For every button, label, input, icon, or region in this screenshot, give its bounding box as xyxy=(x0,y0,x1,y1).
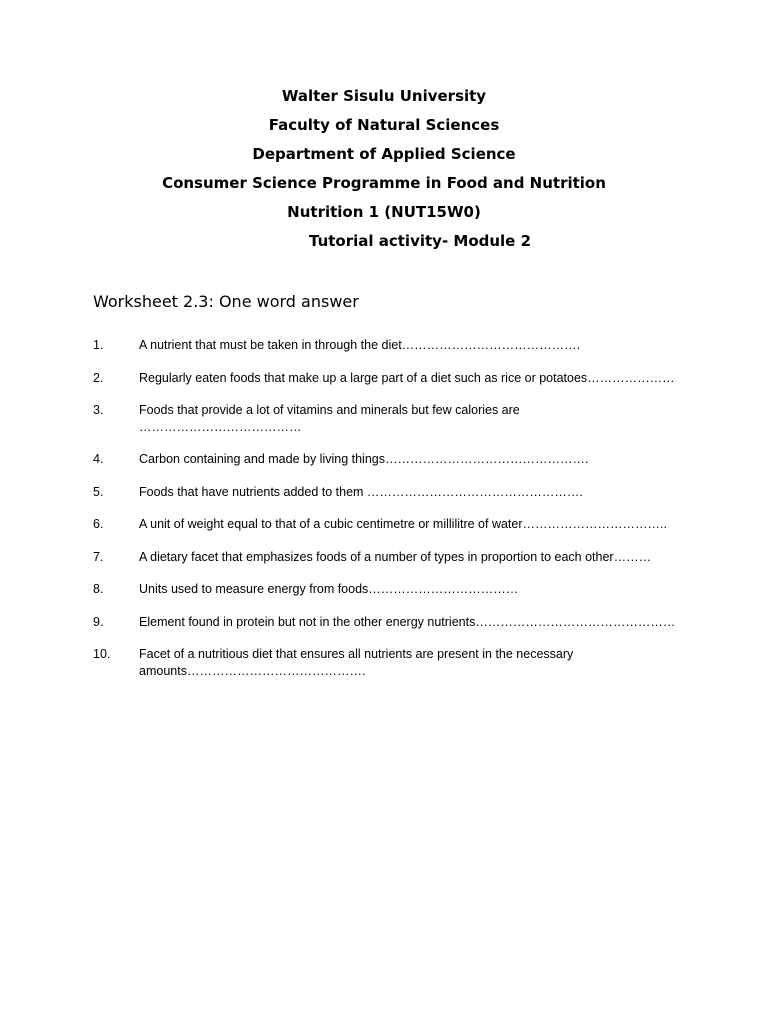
question-text: Regularly eaten foods that make up a large part of a diet such as rice or potatoes………………… xyxy=(139,370,675,385)
question-text: A nutrient that must be taken in through the diet……………………………………. xyxy=(139,338,581,352)
question-text: Foods that provide a lot of vitamins and minerals but few calories are ………………………………… xyxy=(139,403,520,434)
question-number: 7. xyxy=(93,549,104,564)
question-number: 2. xyxy=(93,370,104,385)
question-number: 10. xyxy=(93,647,111,661)
question-item xyxy=(93,370,683,387)
question-number: 8. xyxy=(93,582,104,596)
faculty-name: Faculty of Natural Sciences xyxy=(268,116,500,134)
course-name: Nutrition 1 (NUT15W0) xyxy=(287,203,481,221)
activity-title: Tutorial activity- Module 2 xyxy=(308,232,532,250)
question-item xyxy=(93,451,683,468)
question-item xyxy=(93,402,683,435)
question-item xyxy=(93,337,683,354)
question-text: A unit of weight equal to that of a cubic centimetre or millilitre of water…………………………….. xyxy=(139,517,667,531)
department-name: Department of Applied Science xyxy=(252,145,516,163)
question-number: 3. xyxy=(93,403,104,417)
question-text: Units used to measure energy from foods……………………………… xyxy=(139,582,519,596)
question-text: A dietary facet that emphasizes foods of a number of types in proportion to each other……… xyxy=(139,549,652,564)
question-text: Facet of a nutritious diet that ensures all nutrients are present in the necessary amounts……………………………………. xyxy=(139,647,574,678)
university-name: Walter Sisulu University xyxy=(281,87,487,105)
question-text: Foods that have nutrients added to them ……………………………………………. xyxy=(139,484,583,499)
question-number: 4. xyxy=(93,452,104,466)
question-text: Element found in protein but not in the other energy nutrients………………………………………… xyxy=(139,614,676,629)
question-item xyxy=(93,581,683,598)
question-text: Carbon containing and made by living things…………………………………………. xyxy=(139,452,589,466)
question-number: 5. xyxy=(93,484,104,499)
question-number: 1. xyxy=(93,338,104,352)
question-number: 6. xyxy=(93,517,104,531)
question-item xyxy=(93,646,683,679)
question-item xyxy=(93,549,683,566)
question-item xyxy=(93,484,683,501)
question-item xyxy=(93,614,683,631)
programme-name: Consumer Science Programme in Food and Nutrition xyxy=(162,174,606,192)
worksheet-title: Worksheet 2.3: One word answer xyxy=(93,292,359,311)
question-list xyxy=(93,337,683,695)
question-number: 9. xyxy=(93,614,104,629)
question-item xyxy=(93,516,683,533)
document-header xyxy=(0,86,768,260)
